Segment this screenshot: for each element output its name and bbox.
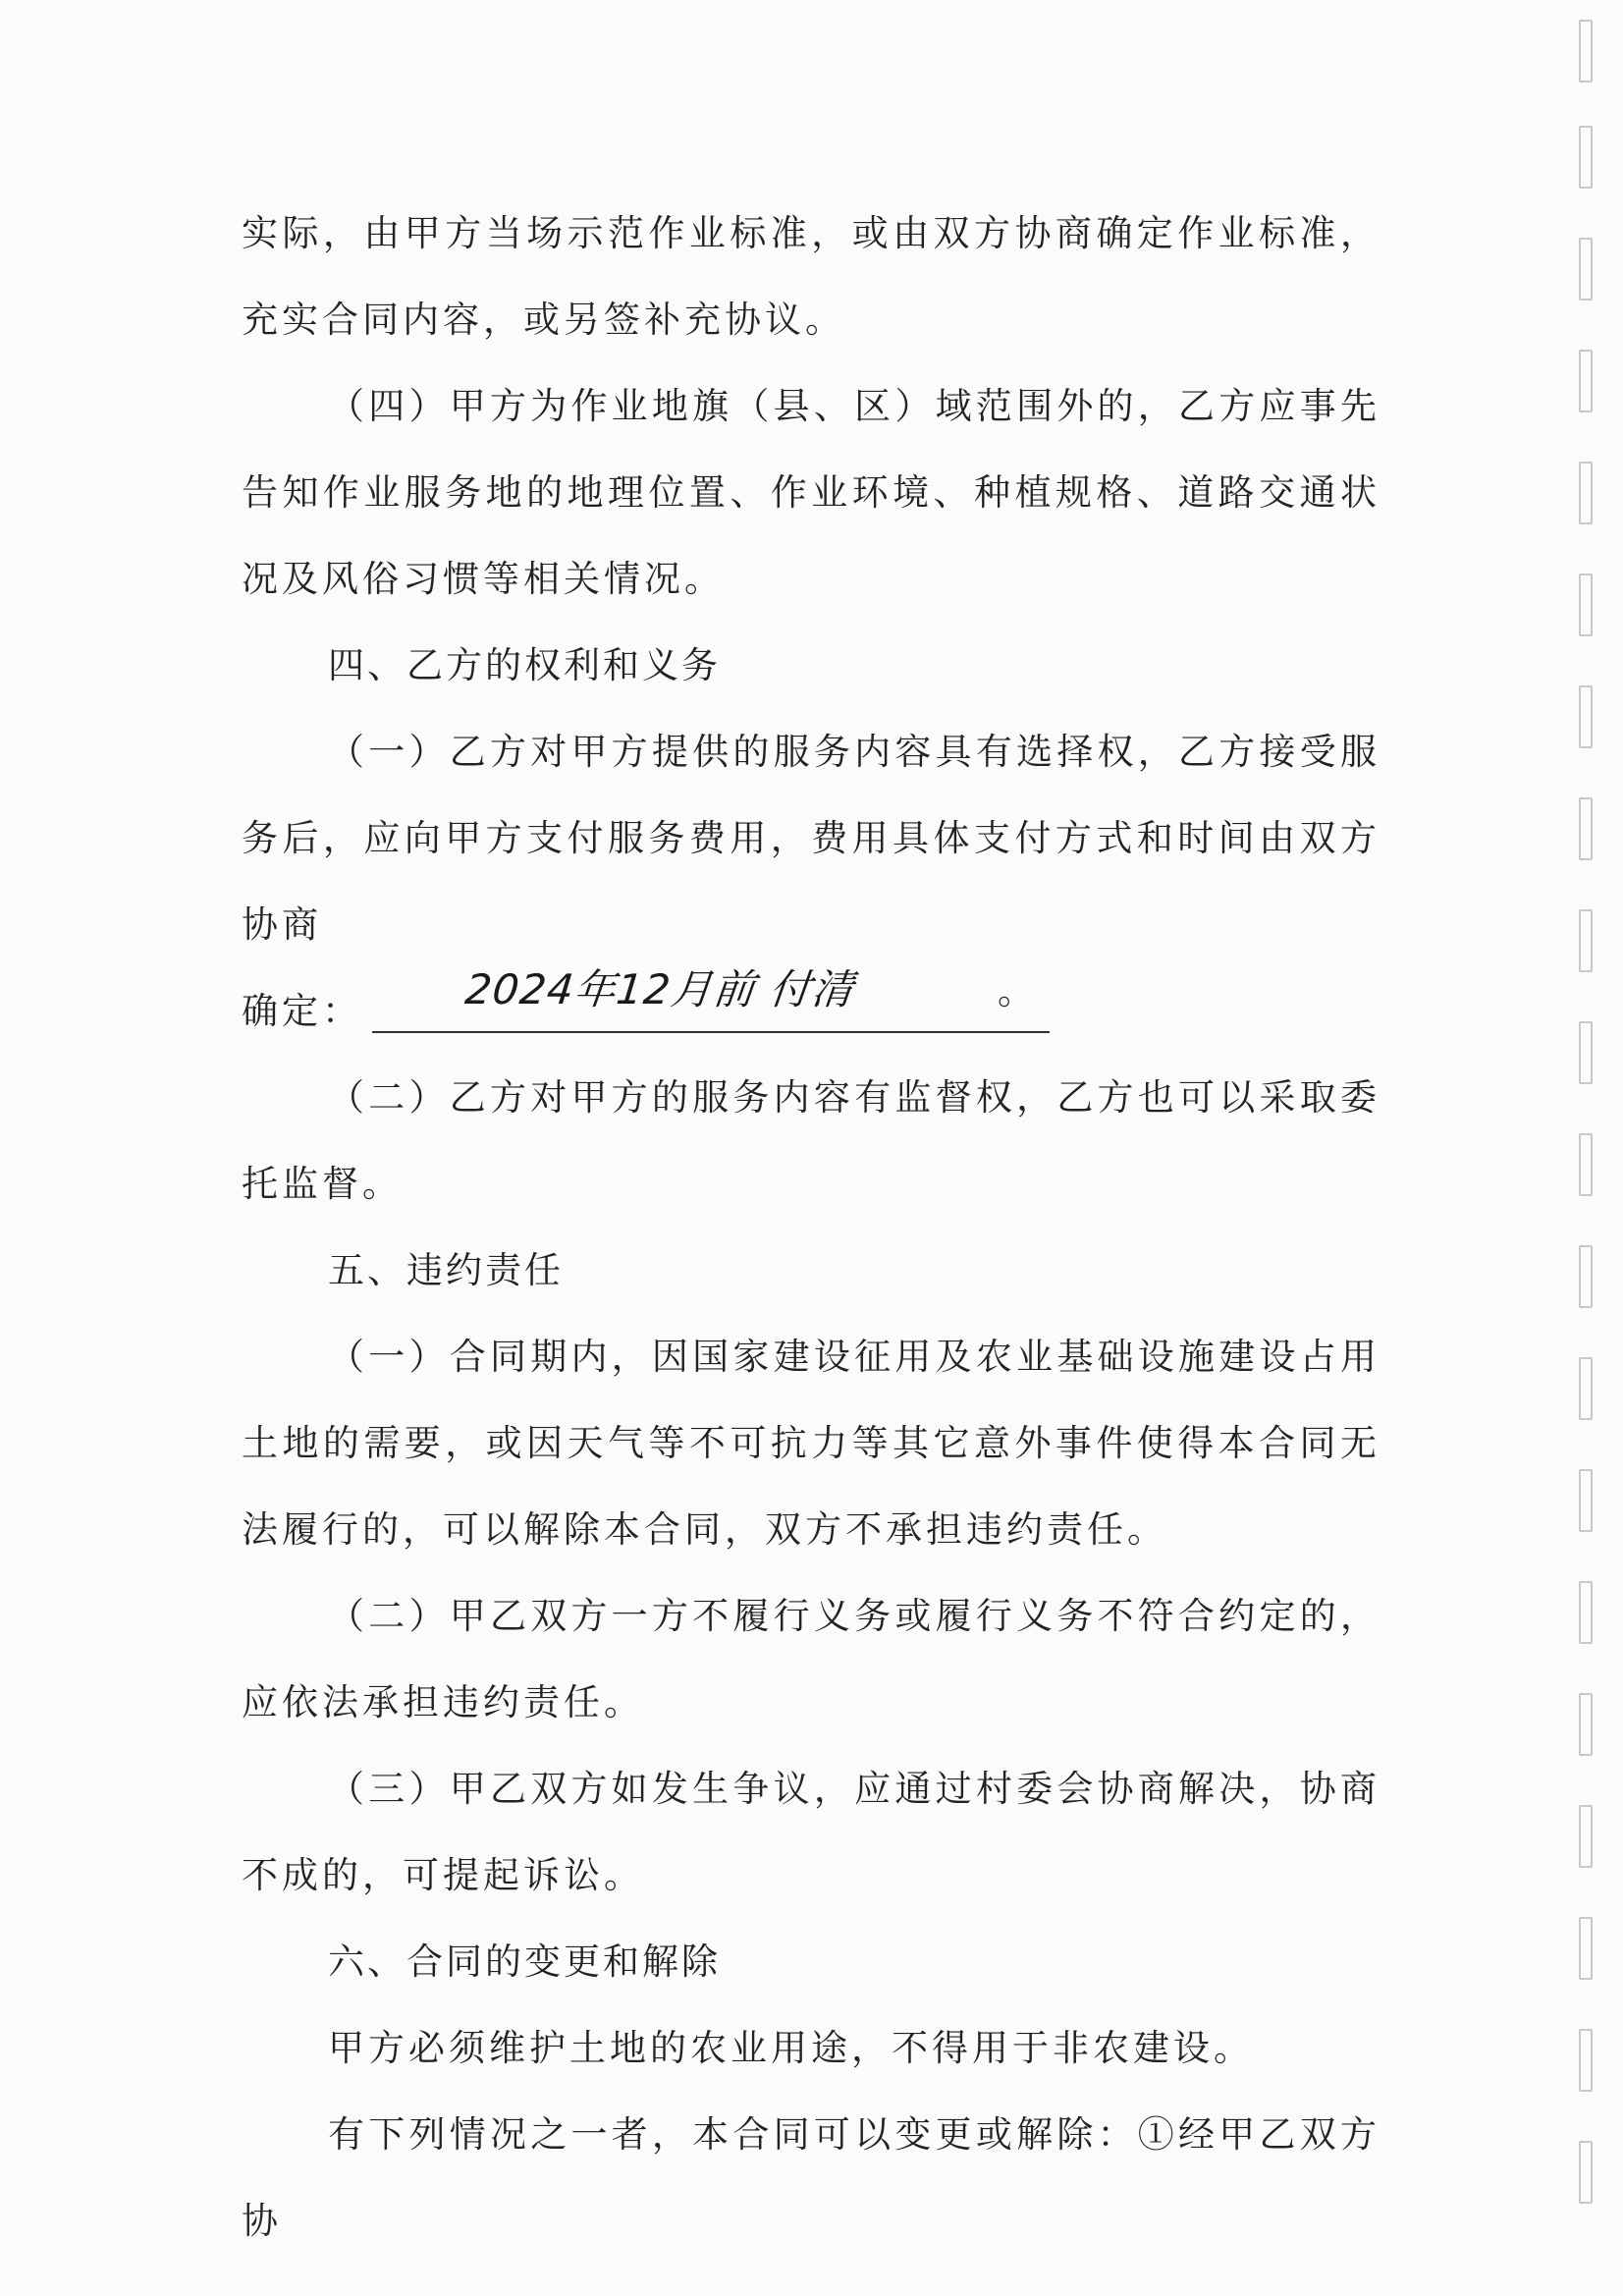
binding-mark: [1579, 1357, 1593, 1420]
section-heading-5: 五、违约责任: [328, 1249, 564, 1291]
binding-mark: [1579, 20, 1593, 82]
binding-mark: [1579, 350, 1593, 412]
binding-mark: [1579, 462, 1593, 524]
handwritten-payment-terms: 2024年12月前 付清: [462, 965, 857, 1013]
paragraph-b-clause-2: （二）乙方对甲方的服务内容有监督权，乙方也可以采取委托监督。: [242, 1076, 1380, 1205]
binding-mark: [1579, 2029, 1593, 2092]
binding-mark: [1579, 1693, 1593, 1756]
paragraph-breach-clause-3: （三）甲乙双方如发生争议，应通过村委会协商解决，协商不成的，可提起诉讼。: [242, 1768, 1380, 1896]
paragraph-land-use: 甲方必须维护土地的农业用途，不得用于非农建设。: [328, 2027, 1254, 2069]
paragraph-change-conditions: 有下列情况之一者，本合同可以变更或解除：①经甲乙双方协: [242, 2113, 1380, 2242]
binding-mark: [1579, 1133, 1593, 1196]
binding-mark: [1579, 1917, 1593, 1980]
binding-mark: [1579, 126, 1593, 189]
paragraph-continuation: 实际，由甲方当场示范作业标准，或由双方协商确定作业标准，充实合同内容，或另签补充协议。: [242, 212, 1380, 341]
section-heading-6: 六、合同的变更和解除: [328, 1941, 721, 1983]
binding-mark: [1579, 797, 1593, 860]
binding-mark: [1579, 574, 1593, 636]
section-heading-4: 四、乙方的权利和义务: [328, 644, 721, 686]
binding-mark: [1579, 1581, 1593, 1644]
payment-terms-line: [242, 965, 1380, 1055]
paragraph-breach-clause-2: （二）甲乙双方一方不履行义务或履行义务不符合约定的，应依法承担违约责任。: [242, 1595, 1380, 1723]
binding-mark: [1579, 1805, 1593, 1868]
binding-mark: [1579, 1021, 1593, 1084]
payment-terms-period: 。: [998, 970, 1038, 1012]
payment-terms-label: 确定：: [242, 990, 362, 1032]
binding-mark: [1579, 909, 1593, 972]
document-body: [242, 191, 1380, 2265]
paragraph-b-clause-1: [242, 709, 1380, 968]
binding-mark: [1579, 1469, 1593, 1532]
paragraph-breach-clause-1: （一）合同期内，因国家建设征用及农业基础设施建设占用土地的需要，或因天气等不可抗力等其它意外事件使得本合同无法履行的，可以解除本合同，双方不承担违约责任。: [242, 1336, 1380, 1551]
binding-perforations: [1575, 20, 1604, 2278]
paragraph-b-clause-1-text: （一）乙方对甲方提供的服务内容具有选择权，乙方接受服务后，应向甲方支付服务费用，费用具体支付方式和时间由双方协商: [242, 731, 1380, 946]
binding-mark: [1579, 685, 1593, 748]
paragraph-clause-4: （四）甲方为作业地旗（县、区）域范围外的，乙方应事先告知作业服务地的地理位置、作业环境、种植规格、道路交通状况及风俗习惯等相关情况。: [242, 385, 1380, 600]
binding-mark: [1579, 2141, 1593, 2204]
payment-terms-fill-line: [372, 965, 1050, 1033]
binding-mark: [1579, 238, 1593, 301]
binding-mark: [1579, 1245, 1593, 1308]
